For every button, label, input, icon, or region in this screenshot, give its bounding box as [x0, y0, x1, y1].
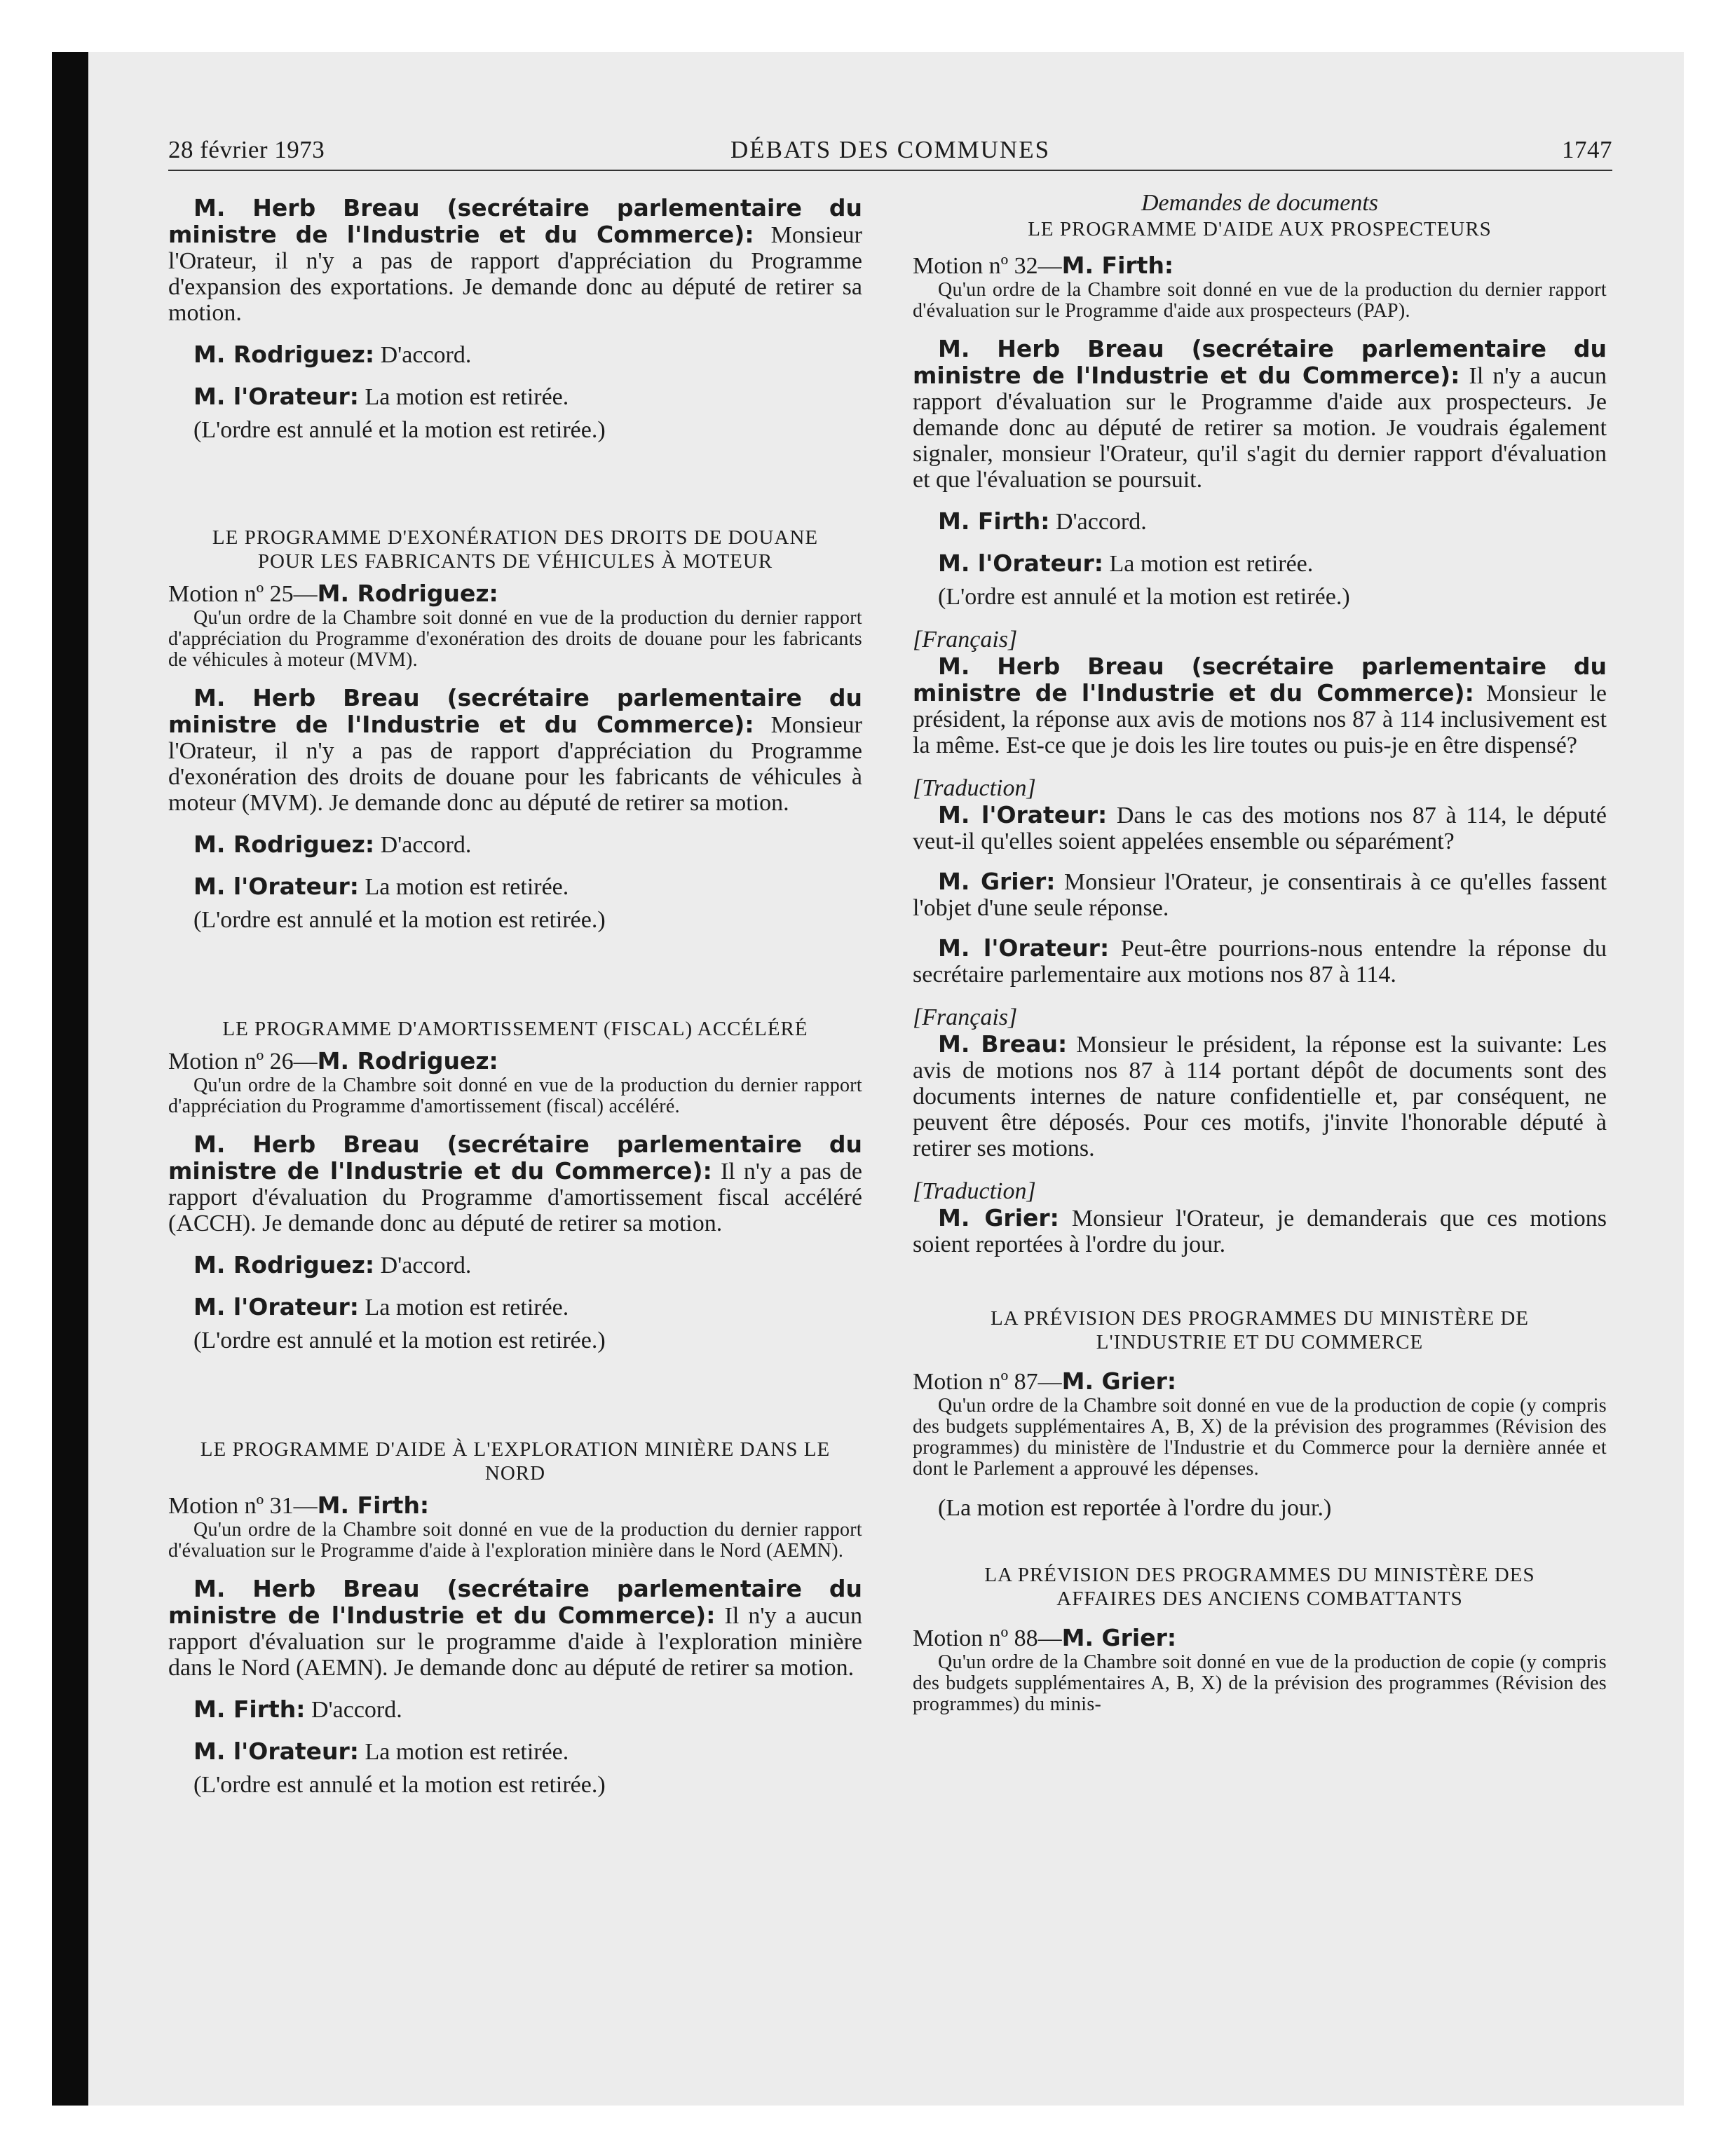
speaker: M. Rodriguez: [193, 831, 375, 858]
speech [168, 1696, 862, 1723]
speech-text: La motion est retirée. [359, 1739, 569, 1765]
procedural-note: (L'ordre est annulé et la motion est retirée.) [193, 907, 606, 933]
motion-mover: M. Grier: [1061, 1367, 1177, 1395]
motion-number: Motion nº 26— [168, 1049, 318, 1074]
speaker: M. Rodriguez: [193, 341, 375, 368]
speaker: M. Rodriguez: [193, 1251, 375, 1278]
motion-number: Motion nº 88— [913, 1625, 1062, 1651]
motion-mover: M. Rodriguez: [317, 1047, 498, 1074]
page-number: 1747 [1562, 136, 1612, 163]
motion-text: Qu'un ordre de la Chambre soit donné en vue de la production du dernier rapport d'évaluation sur le Programme d'aide aux prospecteurs (PAP). [913, 279, 1607, 322]
speech [168, 195, 862, 326]
header-title: DÉBATS DES COMMUNES [730, 136, 1051, 163]
speaker: M. l'Orateur: [938, 550, 1103, 577]
speaker: M. Grier: [938, 868, 1056, 895]
speaker: M. Firth: [193, 1696, 306, 1723]
speech-text: La motion est retirée. [1103, 551, 1314, 577]
motion-text: Qu'un ordre de la Chambre soit donné en vue de la production du dernier rapport d'appréciation du Programme d'amortissement (fiscal) accéléré. [168, 1074, 862, 1117]
motion-mover: M. Firth: [317, 1492, 430, 1519]
page-header [168, 133, 1612, 171]
motion-line [168, 1048, 862, 1075]
speech-text: D'accord. [305, 1697, 402, 1723]
motion-line [913, 1368, 1607, 1396]
speaker: M. Grier: [938, 1204, 1059, 1231]
speech-text: Monsieur l'Orateur, il n'y a pas de rapport d'appréciation du Programme d'exonération des droits de douane pour les fabricants de véhicules à moteur (MVM). Je demande donc au député de retirer sa motion. [168, 712, 862, 816]
speech-text: Monsieur le président, la réponse est la suivante: Les avis de motions nos 87 à 114 portant dépôt de documents sont des documents internes de nature confidentielle et, par conséquent, ne peuvent être déposés. Pour ces motifs, j'invite l'honorable député à retirer ses motions. [913, 1032, 1607, 1161]
section-heading: LE PROGRAMME D'AIDE AUX PROSPECTEURS [1028, 218, 1492, 240]
speech-text: Monsieur le président, la réponse aux avis de motions nos 87 à 114 inclusivement est la même. Est-ce que je dois les lire toutes ou puis-je en être dispensé? [913, 681, 1607, 758]
speaker: M. l'Orateur: [193, 873, 359, 900]
speech-text: La motion est retirée. [359, 874, 569, 900]
speech [168, 1131, 862, 1236]
speech-text: Monsieur l'Orateur, je consentirais à ce qu'elles fassent l'objet d'une seule réponse. [913, 869, 1607, 921]
procedural-note: (L'ordre est annulé et la motion est retirée.) [938, 584, 1350, 610]
motion-mover: M. Grier: [1061, 1624, 1177, 1651]
procedural-note: (L'ordre est annulé et la motion est retirée.) [193, 417, 606, 443]
speech [168, 1252, 862, 1278]
speech-text: La motion est retirée. [359, 1295, 569, 1321]
speaker: M. Herb Breau (secrétaire parlementaire du ministre de l'Industrie et du Commerce): [168, 1131, 862, 1185]
speaker: M. l'Orateur: [193, 1738, 359, 1765]
page [168, 133, 1612, 2082]
speech [168, 1738, 862, 1765]
header-date: 28 février 1973 [168, 136, 325, 163]
speech [913, 1031, 1607, 1161]
motion-line [168, 580, 862, 608]
motion-number: Motion nº 25— [168, 581, 318, 607]
speaker: M. Firth: [938, 507, 1050, 535]
speaker: M. Herb Breau (secrétaire parlementaire du ministre de l'Industrie et du Commerce): [168, 194, 862, 248]
speaker: M. l'Orateur: [193, 1293, 359, 1321]
motion-text: Qu'un ordre de la Chambre soit donné en vue de la production de copie (y compris des budgets supplémentaires A, B, X) de la prévision des programmes (Révision des programmes) du ministère de l'Industrie et du Commerce pour la dernière année et dont le Parlement a approuvé les dépenses. [913, 1395, 1607, 1480]
procedural-note: (L'ordre est annulé et la motion est retirée.) [193, 1328, 606, 1353]
motion-mover: M. Rodriguez: [317, 580, 498, 607]
speech [168, 873, 862, 900]
motion-number: Motion nº 31— [168, 1493, 318, 1519]
speech-text: Peut-être pourrions-nous entendre la réponse du secrétaire parlementaire aux motions nos 87 à 114. [913, 936, 1607, 988]
right-column [913, 189, 1607, 1715]
speech [913, 508, 1607, 535]
speech [168, 685, 862, 816]
speech-text: D'accord. [374, 1253, 472, 1278]
speech [168, 831, 862, 858]
speech-text: Il n'y a aucun rapport d'évaluation sur le programme d'aide à l'exploration minière dans le Nord (AEMN). Je demande donc au député de retirer sa motion. [168, 1603, 862, 1681]
speech-text: D'accord. [374, 832, 472, 858]
motion-text: Qu'un ordre de la Chambre soit donné en vue de la production du dernier rapport d'appréciation du Programme d'exonération des droits de douane pour les fabricants de véhicules à moteur (MVM). [168, 607, 862, 671]
speaker: M. Herb Breau (secrétaire parlementaire du ministre de l'Industrie et du Commerce): [168, 1575, 862, 1629]
speech [913, 935, 1607, 988]
speech [913, 653, 1607, 758]
speaker: M. Breau: [938, 1030, 1068, 1058]
speech [168, 1294, 862, 1321]
binding-edge [52, 52, 88, 2106]
speech [913, 1205, 1607, 1257]
motion-line [913, 1625, 1607, 1652]
speech [913, 550, 1607, 577]
section-heading: LA PRÉVISION DES PROGRAMMES DU MINISTÈRE DE L'INDUSTRIE ET DU COMMERCE [990, 1307, 1530, 1353]
speaker: M. Herb Breau (secrétaire parlementaire du ministre de l'Industrie et du Commerce): [168, 684, 862, 738]
motion-text: Qu'un ordre de la Chambre soit donné en vue de la production de copie (y compris des budgets supplémentaires A, B, X) de la prévision des programmes (Révision des programmes) du minis- [913, 1651, 1607, 1715]
speech-text: La motion est retirée. [359, 384, 569, 410]
language-marker: [Traduction] [913, 775, 1036, 801]
section-subheading: Demandes de documents [1141, 190, 1379, 216]
procedural-note: (L'ordre est annulé et la motion est retirée.) [193, 1772, 606, 1798]
motion-text: Qu'un ordre de la Chambre soit donné en vue de la production du dernier rapport d'évaluation sur le Programme d'aide à l'exploration minière dans le Nord (AEMN). [168, 1519, 862, 1562]
speech [913, 336, 1607, 493]
section-heading: LE PROGRAMME D'EXONÉRATION DES DROITS DE DOUANE POUR LES FABRICANTS DE VÉHICULES À MOTEUR [212, 526, 819, 573]
motion-line [913, 252, 1607, 280]
motion-mover: M. Firth: [1061, 252, 1174, 279]
speech-text: D'accord. [374, 342, 472, 368]
speaker: M. Herb Breau (secrétaire parlementaire du ministre de l'Industrie et du Commerce): [913, 335, 1607, 389]
speech-text: Il n'y a aucun rapport d'évaluation sur le Programme d'aide aux prospecteurs. Je demande donc au député de retirer sa motion. Je voudrais également signaler, monsieur l'Orateur, qu'il s'agit du dernier rapport d'évaluation et que l'évaluation se poursuit. [913, 363, 1607, 493]
speaker: M. l'Orateur: [938, 801, 1108, 828]
speech-text: D'accord. [1049, 509, 1147, 535]
speaker: M. Herb Breau (secrétaire parlementaire du ministre de l'Industrie et du Commerce): [913, 653, 1607, 707]
motion-line [168, 1492, 862, 1520]
speech [168, 1576, 862, 1681]
speech [913, 868, 1607, 921]
motion-number: Motion nº 87— [913, 1369, 1062, 1395]
language-marker: [Traduction] [913, 1178, 1036, 1204]
language-marker: [Français] [913, 627, 1018, 653]
speech [168, 383, 862, 410]
speech-text: Dans le cas des motions nos 87 à 114, le député veut-il qu'elles soient appelées ensemble ou séparément? [913, 803, 1607, 854]
section-heading: LE PROGRAMME D'AMORTISSEMENT (FISCAL) ACCÉLÉRÉ [222, 1018, 808, 1040]
speech [168, 341, 862, 368]
procedural-note: (La motion est reportée à l'ordre du jour.) [938, 1495, 1332, 1521]
speech [913, 802, 1607, 854]
motion-number: Motion nº 32— [913, 253, 1062, 279]
section-heading: LA PRÉVISION DES PROGRAMMES DU MINISTÈRE DES AFFAIRES DES ANCIENS COMBATTANTS [984, 1564, 1535, 1610]
speaker: M. l'Orateur: [193, 383, 359, 410]
language-marker: [Français] [913, 1004, 1018, 1030]
section-heading: LE PROGRAMME D'AIDE À L'EXPLORATION MINIÈRE DANS LE NORD [200, 1438, 831, 1485]
speech-text: Il n'y a pas de rapport d'évaluation du Programme d'amortissement fiscal accéléré (ACCH). Je demande donc au député de retirer sa motion. [168, 1159, 862, 1236]
speech-text: Monsieur l'Orateur, il n'y a pas de rapport d'appréciation du Programme d'expansion des exportations. Je demande donc au député de retirer sa motion. [168, 222, 862, 326]
speaker: M. l'Orateur: [938, 934, 1110, 962]
left-column [168, 195, 862, 1798]
speech-text: Monsieur l'Orateur, je demanderais que ces motions soient reportées à l'ordre du jour. [913, 1206, 1607, 1257]
